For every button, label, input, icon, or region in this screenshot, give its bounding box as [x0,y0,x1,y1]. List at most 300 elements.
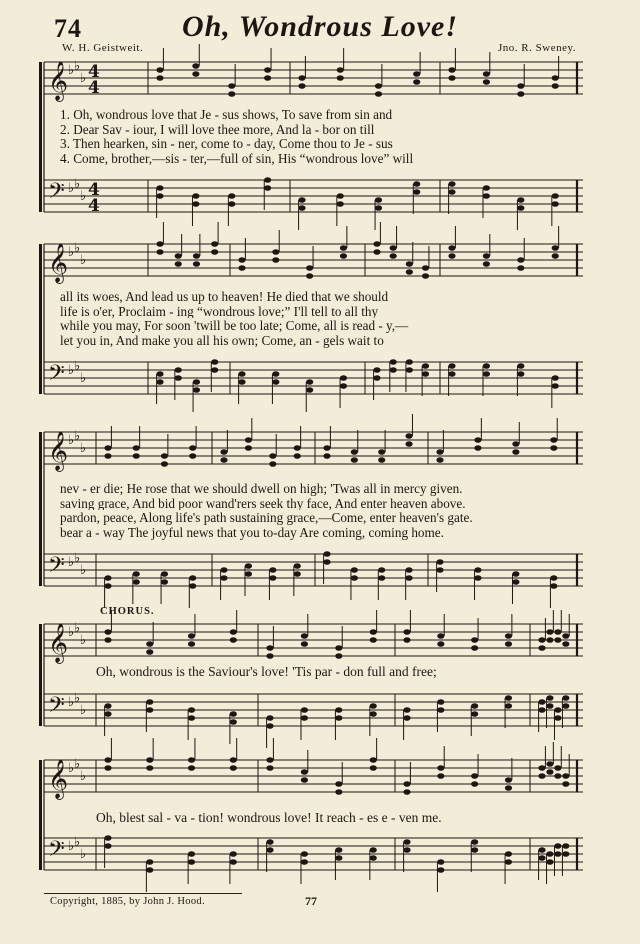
flat-sign-icon: ♭ [80,633,87,648]
note-head [266,839,273,845]
flat-sign-icon: ♭ [74,691,81,706]
note-head [554,707,561,713]
note-head [437,699,444,705]
note-head [562,773,569,779]
note-head [448,189,455,195]
flat-sign-icon: ♭ [68,761,75,776]
note-head [517,205,524,211]
note-head [505,859,512,865]
note-head [337,201,344,207]
note-head [245,563,252,569]
note-head [378,457,385,463]
note-head [403,707,410,713]
note-head [373,367,380,373]
note-head [375,91,382,97]
note-head [375,83,382,89]
note-head [211,359,218,365]
note-head [562,851,569,857]
note-head [474,575,481,581]
note-head [104,453,111,459]
note-head [104,583,111,589]
system-bracket [39,432,42,586]
note-head [228,201,235,207]
note-head [538,765,545,771]
treble-clef-icon: 𝄞 [48,623,69,663]
lyric-line: while you may, For soon 'twill be too late; Come, all is read - y,— [60,318,409,334]
note-head [370,855,377,861]
treble-clef-icon: 𝄞 [48,431,69,471]
note-head [413,181,420,187]
flat-sign-icon: ♭ [74,551,81,566]
note-head [220,575,227,581]
note-head [378,567,385,573]
verse-lyrics-system-1 [60,107,580,166]
note-head [189,583,196,589]
note-head [403,715,410,721]
note-head [378,575,385,581]
chorus-lyric-line: Oh, wondrous is the Saviour's love! 'Tis par - don full and free; [96,664,437,679]
note-head [175,367,182,373]
note-head [269,575,276,581]
note-head [403,781,410,787]
note-head [335,653,342,659]
note-head [266,653,273,659]
note-head [552,201,559,207]
note-head [517,257,524,263]
note-head [483,253,490,259]
note-head [483,71,490,77]
note-head [554,637,561,643]
note-head [403,847,410,853]
lyric-line: 3. Then hearken, sin - ner, come to - day, Come thou to Je - sus [60,136,393,152]
note-head [266,723,273,729]
note-head [517,265,524,271]
note-head [550,437,557,443]
note-head [228,91,235,97]
lyric-line: 2. Dear Sav - iour, I will love thee more, And la - bor on till [60,121,375,137]
note-head [483,261,490,267]
system-bracket [39,62,42,212]
note-head [104,757,111,763]
note-head [351,449,358,455]
lyric-line: pardon, peace, Along life's path sustaining grace,—Come, enter heaven's gate. [60,510,473,526]
lyric-line: life is o'er, Proclaim - ing “wondrous love;” I'll tell to all thy [60,303,379,319]
note-head [554,765,561,771]
note-head [266,645,273,651]
note-head [517,197,524,203]
note-head [189,453,196,459]
note-head [104,445,111,451]
flat-sign-icon: ♭ [74,621,81,636]
note-head [301,715,308,721]
note-head [436,449,443,455]
note-head [512,579,519,585]
note-head [340,245,347,251]
note-head [512,441,519,447]
note-head [104,711,111,717]
note-head [471,645,478,651]
note-head [269,453,276,459]
treble-clef-icon: 𝄞 [48,61,69,101]
note-head [188,851,195,857]
lyric-line: nev - er die; He rose that we should dwell on high; 'Twas all in mercy given. [60,481,463,496]
note-head [272,371,279,377]
note-head [335,707,342,713]
note-head [546,695,553,701]
author-credit: W. H. Geistweit. [62,42,144,54]
note-head [550,575,557,581]
note-head [272,257,279,263]
note-head [211,367,218,373]
note-head [437,707,444,713]
note-head [474,567,481,573]
note-head [552,193,559,199]
note-head [538,699,545,705]
note-head [538,645,545,651]
flat-sign-icon: ♭ [68,433,75,448]
note-head [306,379,313,385]
verse-lyrics-system-2 [60,289,580,348]
note-head [156,185,163,191]
note-head [323,445,330,451]
note-head [188,859,195,865]
flat-sign-icon: ♭ [68,555,75,570]
flat-sign-icon: ♭ [68,695,75,710]
note-head [188,641,195,647]
note-head [550,445,557,451]
note-head [230,757,237,763]
note-head [230,859,237,865]
note-head [323,559,330,565]
note-head [272,249,279,255]
bass-clef-icon: 𝄢 [48,361,65,391]
lyric-line: 4. Come, brother,—sis - ter,—full of sin, His “wondrous love” will [60,151,414,166]
note-head [405,441,412,447]
note-head [554,715,561,721]
note-head [562,781,569,787]
note-head [245,571,252,577]
note-head [403,789,410,795]
note-head [188,715,195,721]
note-head [301,641,308,647]
note-head [220,567,227,573]
note-head [512,571,519,577]
note-head [405,433,412,439]
note-head [301,859,308,865]
note-head [373,249,380,255]
note-head [269,461,276,467]
note-head [552,75,559,81]
flat-sign-icon: ♭ [80,563,87,578]
note-head [193,387,200,393]
note-head [192,63,199,69]
note-head [220,457,227,463]
note-head [228,83,235,89]
note-head [505,851,512,857]
note-head [323,551,330,557]
lyric-line: saving grace, And bid poor wand'rers seek thy face, And enter heaven above. [60,495,466,511]
chorus-lyric-line: Oh, blest sal - va - tion! wondrous love! It reach - es e - ven me. [96,810,442,825]
time-signature: 4 [88,180,100,200]
flat-sign-icon: ♭ [68,625,75,640]
note-head [471,711,478,717]
note-head [306,273,313,279]
note-head [238,371,245,377]
hymn-title: Oh, Wondrous Love! [181,10,459,43]
verse-lyrics-system-3 [60,481,580,540]
flat-sign-icon: ♭ [68,839,75,854]
note-head [437,859,444,865]
note-head [373,375,380,381]
note-head [448,245,455,251]
note-head [264,67,271,73]
bass-clef-icon: 𝄢 [48,837,65,867]
note-head [373,241,380,247]
note-head [104,835,111,841]
flat-sign-icon: ♭ [68,245,75,260]
flat-sign-icon: ♭ [74,359,81,374]
note-head [546,851,553,857]
note-head [422,371,429,377]
note-head [175,253,182,259]
note-head [552,245,559,251]
note-head [390,245,397,251]
note-head [272,379,279,385]
composer-credit: Jno. R. Sweney. [498,42,576,54]
note-head [370,765,377,771]
note-head [340,383,347,389]
flat-sign-icon: ♭ [80,189,87,204]
note-head [269,567,276,573]
note-head [554,629,561,635]
note-head [406,261,413,267]
flat-sign-icon: ♭ [74,429,81,444]
note-head [266,847,273,853]
note-head [294,571,301,577]
note-head [161,461,168,467]
flat-sign-icon: ♭ [74,177,81,192]
copyright-notice: Copyright, 1885, by John J. Hood. [50,896,205,907]
note-head [552,83,559,89]
note-head [413,71,420,77]
note-head [471,773,478,779]
note-head [298,83,305,89]
note-head [403,637,410,643]
system-bracket [39,624,42,726]
note-head [562,703,569,709]
note-head [337,193,344,199]
note-head [175,261,182,267]
note-head [436,567,443,573]
note-head [483,363,490,369]
note-head [390,359,397,365]
note-head [294,445,301,451]
note-head [505,785,512,791]
note-head [351,457,358,463]
note-head [104,637,111,643]
note-head [298,75,305,81]
note-head [436,457,443,463]
note-head [104,575,111,581]
note-head [192,193,199,199]
note-head [390,253,397,259]
note-head [413,79,420,85]
note-head [448,371,455,377]
note-head [335,715,342,721]
note-head [156,241,163,247]
note-head [245,445,252,451]
note-head [562,843,569,849]
note-head [471,839,478,845]
note-head [133,445,140,451]
note-head [266,715,273,721]
note-head [230,719,237,725]
note-head [406,359,413,365]
note-head [301,707,308,713]
note-head [505,703,512,709]
note-head [552,383,559,389]
note-head [554,773,561,779]
note-head [505,695,512,701]
note-head [483,79,490,85]
note-head [471,703,478,709]
note-head [351,575,358,581]
note-head [161,453,168,459]
note-head [192,201,199,207]
note-head [370,757,377,763]
note-head [133,579,140,585]
note-head [375,205,382,211]
note-head [370,847,377,853]
note-head [562,641,569,647]
note-head [437,765,444,771]
note-head [517,371,524,377]
flat-sign-icon: ♭ [80,847,87,862]
note-head [474,437,481,443]
note-head [301,777,308,783]
note-head [189,445,196,451]
note-head [133,571,140,577]
note-head [517,363,524,369]
note-head [211,249,218,255]
note-head [306,387,313,393]
note-head [403,629,410,635]
note-head [266,765,273,771]
note-head [230,765,237,771]
note-head [552,253,559,259]
note-head [156,193,163,199]
note-head [230,629,237,635]
note-head [264,185,271,191]
note-head [104,703,111,709]
lyric-line: 1. Oh, wondrous love that Je - sus shows, To save from sin and [60,107,393,122]
note-head [546,769,553,775]
flat-sign-icon: ♭ [80,769,87,784]
note-head [370,711,377,717]
note-head [335,645,342,651]
note-head [505,633,512,639]
note-head [156,67,163,73]
note-head [301,769,308,775]
note-head [340,375,347,381]
note-head [405,575,412,581]
note-head [146,757,153,763]
flat-sign-icon: ♭ [80,371,87,386]
note-head [301,633,308,639]
lyric-line: let you in, And make you all his own; Come, an - gels wait to [60,333,384,348]
note-head [264,75,271,81]
note-head [538,707,545,713]
time-signature: 4 [88,78,100,98]
note-head [238,265,245,271]
flat-sign-icon: ♭ [68,181,75,196]
note-head [245,437,252,443]
flat-sign-icon: ♭ [80,441,87,456]
note-head [188,633,195,639]
flat-sign-icon: ♭ [68,63,75,78]
note-head [156,75,163,81]
note-head [406,269,413,275]
lyric-line: all its woes, And lead us up to heaven! He died that we should [60,289,389,304]
note-head [437,633,444,639]
note-head [298,197,305,203]
note-head [375,197,382,203]
note-head [189,575,196,581]
note-head [146,765,153,771]
note-head [298,205,305,211]
note-head [335,789,342,795]
note-head [406,367,413,373]
note-head [156,249,163,255]
note-head [474,445,481,451]
note-head [266,757,273,763]
hymn-number: 74 [54,14,82,43]
note-head [238,379,245,385]
note-head [554,851,561,857]
note-head [133,453,140,459]
note-head [550,583,557,589]
flat-sign-icon: ♭ [68,363,75,378]
note-head [546,859,553,865]
note-head [193,379,200,385]
note-head [538,847,545,853]
note-head [146,649,153,655]
lyric-line: bear a - way The joyful news that you to-day Are coming, coming home. [60,525,444,540]
note-head [370,703,377,709]
note-head [238,257,245,263]
note-head [413,189,420,195]
flat-sign-icon: ♭ [80,253,87,268]
note-head [230,851,237,857]
note-head [378,449,385,455]
bass-clef-icon: 𝄢 [48,179,65,209]
note-head [230,711,237,717]
note-head [220,449,227,455]
note-head [437,867,444,873]
note-head [188,765,195,771]
note-head [517,91,524,97]
note-head [554,843,561,849]
note-head [562,633,569,639]
note-head [228,193,235,199]
note-head [335,855,342,861]
note-head [193,253,200,259]
note-head [422,265,429,271]
note-head [448,67,455,73]
note-head [422,273,429,279]
note-head [471,847,478,853]
note-head [351,567,358,573]
